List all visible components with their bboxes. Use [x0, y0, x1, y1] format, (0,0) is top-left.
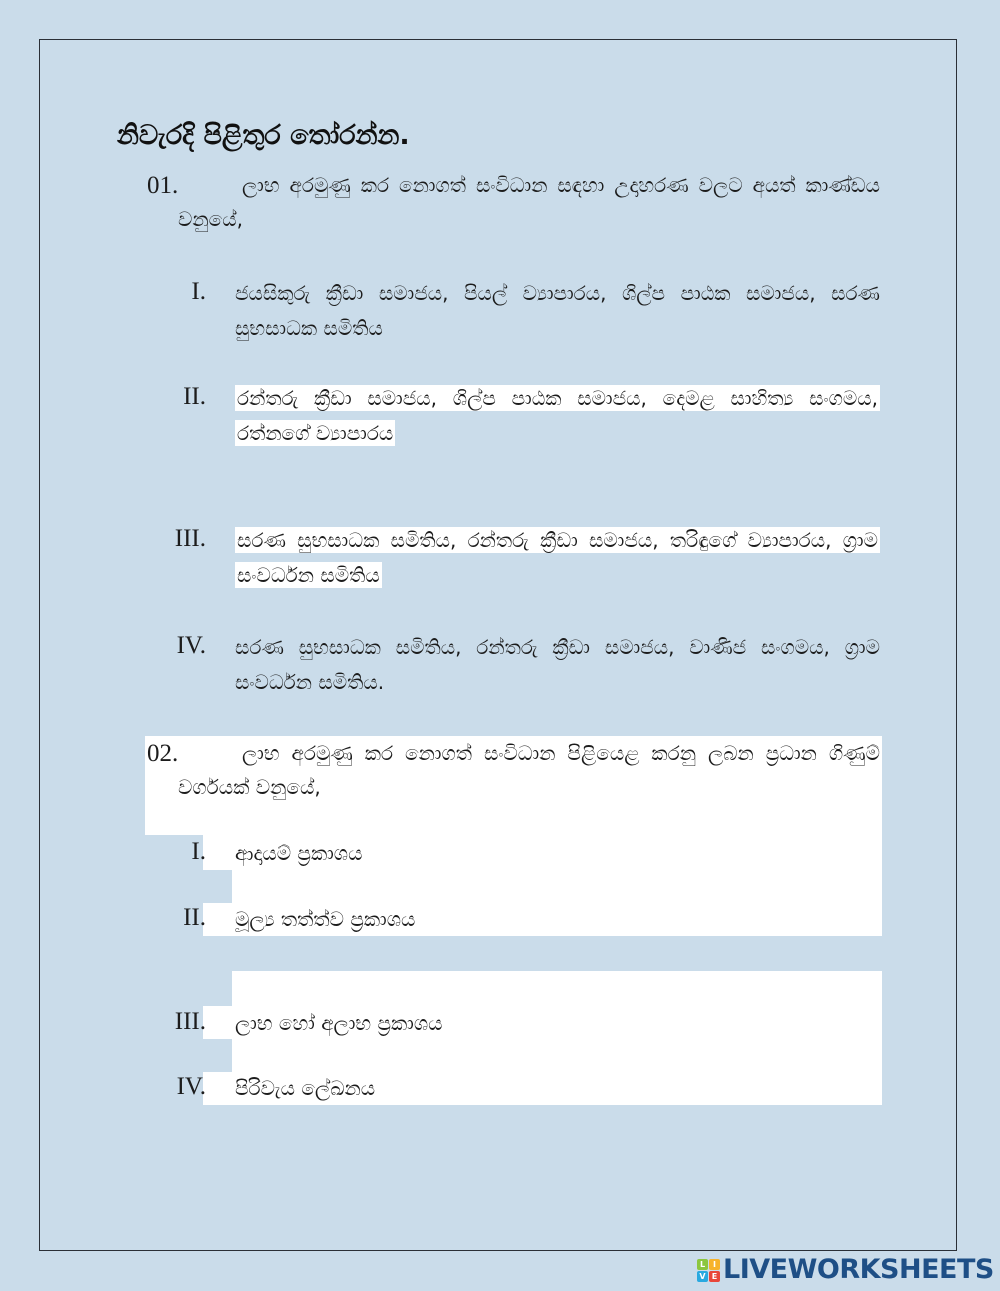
q2-gap-box-1: [232, 870, 882, 903]
question-1-text: ලාභ අරමුණු කර නොගත් සංවිධාන සඳහා උදාහරණ වලට අයත් කාණ්ඩය වනුයේ,: [178, 173, 880, 231]
q1-option-4[interactable]: [235, 630, 880, 700]
q2-option-4[interactable]: [235, 1071, 880, 1106]
q1-option-4-numeral: IV.: [176, 632, 206, 659]
q1-option-2[interactable]: [235, 381, 880, 451]
q1-option-4-text: සරණ සුභසාධක සමිතිය, රන්තරු ක්‍රීඩා සමාජය, වාණිජ සංගමය, ග්‍රාම සංවර්ධන සමිතිය.: [235, 635, 880, 694]
q2-option-4-text: පිරිවැය ලේඛනය: [235, 1076, 376, 1100]
q2-option-4-numeral: IV.: [176, 1073, 206, 1100]
worksheet-title: නිවැරදි පිළිතුර තෝරන්න.: [117, 120, 410, 151]
q2-option-3-numeral: III.: [174, 1008, 206, 1035]
q2-gap-box-3: [232, 1039, 882, 1072]
q1-option-3-text: සරණ සුභසාධක සමිතිය, රන්තරු ක්‍රීඩා සමාජය, තරිඳුගේ ව්‍යාපාරය, ග්‍රාම සංවර්ධන සමිතිය: [237, 528, 878, 587]
q1-option-2-text: රන්තරු ක්‍රීඩා සමාජය, ශිල්ප පාඨක සමාජය, දෙමළ සාහිත්‍ය සංගමය, රත්නගේ ව්‍යාපාරය: [237, 386, 878, 445]
q2-gap-box-2: [232, 971, 882, 1006]
q1-option-1-text: ජයසිකුරු ක්‍රීඩා සමාජය, පියල් ව්‍යාපාරය, ශිල්ප පාඨක සමාජය, සරණ සුභසාධක සමිතිය: [235, 281, 880, 340]
logo-letter-i: I: [709, 1259, 720, 1270]
q1-option-3[interactable]: [235, 523, 880, 593]
question-2-text: ලාභ අරමුණු කර නොගත් සංවිධාන පිළියෙළ කරනු ලබන ප්‍රධාන ගිණුම් වර්ගයක් වනුයේ,: [178, 741, 880, 799]
q2-option-3[interactable]: [235, 1006, 880, 1041]
question-2-number: 02.: [147, 740, 179, 767]
q2-option-3-text: ලාභ හෝ අලාභ ප්‍රකාශය: [235, 1011, 443, 1035]
q1-option-1[interactable]: [235, 276, 880, 346]
q2-option-2[interactable]: [235, 902, 880, 937]
q1-option-2-numeral: II.: [183, 383, 206, 410]
q1-option-3-numeral: III.: [174, 525, 206, 552]
q2-option-1[interactable]: [235, 836, 880, 871]
logo-letter-l: L: [697, 1259, 708, 1270]
q2-option-1-text: ආදායම් ප්‍රකාශය: [235, 841, 363, 865]
live-grid-icon: [697, 1259, 720, 1282]
logo-letter-e: E: [709, 1271, 720, 1282]
liveworksheets-logo[interactable]: [697, 1255, 994, 1285]
q1-option-1-numeral: I.: [191, 278, 206, 305]
q2-option-2-text: මූල්‍ය තත්ත්ව ප්‍රකාශය: [235, 907, 416, 931]
q2-option-2-numeral: II.: [183, 904, 206, 931]
logo-letter-v: V: [697, 1271, 708, 1282]
logo-wordmark: LIVEWORKSHEETS: [723, 1254, 994, 1285]
question-1-number: 01.: [147, 172, 179, 199]
q2-option-1-numeral: I.: [191, 838, 206, 865]
